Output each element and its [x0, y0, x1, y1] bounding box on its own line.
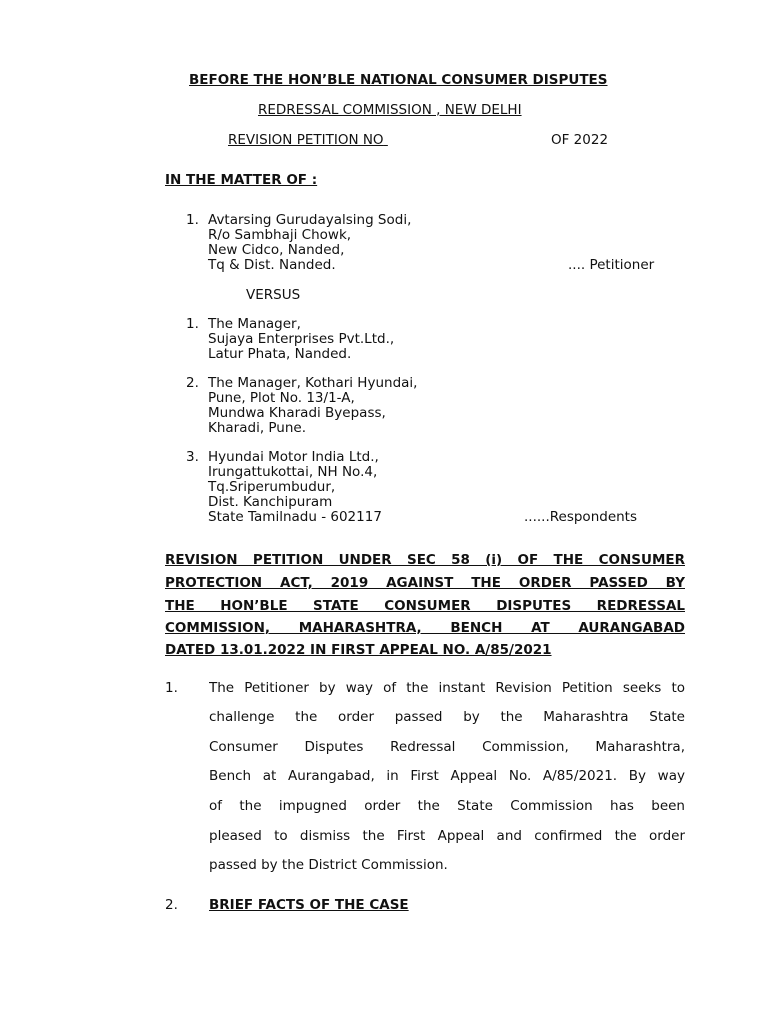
- section-number: 2.: [165, 897, 178, 913]
- court-heading-line1: BEFORE THE HON’BLE NATIONAL CONSUMER DISPUTES: [189, 72, 608, 88]
- respondents-role: ......Respondents: [524, 509, 638, 525]
- respondent-number: 2.: [186, 375, 199, 391]
- petition-title-line: THE HON’BLE STATE CONSUMER DISPUTES REDRESSAL: [165, 598, 685, 614]
- respondent-address-line: Tq.Sriperumbudur,: [208, 479, 336, 495]
- court-heading-line2: REDRESSAL COMMISSION , NEW DELHI: [258, 102, 522, 118]
- versus-label: VERSUS: [246, 287, 301, 303]
- respondent-address-line: The Manager, Kothari Hyundai,: [208, 375, 418, 391]
- respondent-address-line: State Tamilnadu - 602117: [208, 509, 382, 525]
- respondent-number: 1.: [186, 316, 199, 332]
- petitioner-address-line: New Cidco, Nanded,: [208, 242, 345, 258]
- petitioner-role: .... Petitioner: [568, 257, 655, 273]
- petition-title-line: DATED 13.01.2022 IN FIRST APPEAL NO. A/85/2021: [165, 642, 552, 658]
- matter-heading: IN THE MATTER OF :: [165, 172, 318, 188]
- respondent-number: 3.: [186, 449, 199, 465]
- petition-title-line: PROTECTION ACT, 2019 AGAINST THE ORDER PASSED BY: [165, 575, 685, 591]
- respondent-address-line: Latur Phata, Nanded.: [208, 346, 352, 362]
- respondent-address-line: Pune, Plot No. 13/1-A,: [208, 390, 355, 406]
- respondent-address-line: Dist. Kanchipuram: [208, 494, 333, 510]
- paragraph-line: challenge the order passed by the Maharashtra State: [209, 709, 685, 725]
- paragraph-line: The Petitioner by way of the instant Revision Petition seeks to: [209, 680, 685, 696]
- paragraph-number: 1.: [165, 680, 178, 696]
- respondent-address-line: Kharadi, Pune.: [208, 420, 307, 436]
- petitioner-address-line: Avtarsing Gurudayalsing Sodi,: [208, 212, 412, 228]
- paragraph-line: passed by the District Commission.: [209, 857, 448, 873]
- petitioner-address-line: R/o Sambhaji Chowk,: [208, 227, 352, 243]
- respondent-address-line: The Manager,: [208, 316, 301, 332]
- paragraph-line: of the impugned order the State Commission has been: [209, 798, 685, 814]
- petitioner-number: 1.: [186, 212, 199, 228]
- petition-title-line: COMMISSION, MAHARASHTRA, BENCH AT AURANGABAD: [165, 620, 685, 636]
- paragraph-line: Bench at Aurangabad, in First Appeal No. A/85/2021. By way: [209, 768, 685, 784]
- paragraph-line: pleased to dismiss the First Appeal and confirmed the order: [209, 828, 685, 844]
- petition-number-line: [228, 132, 621, 148]
- petition-number-label: REVISION PETITION NO: [228, 132, 384, 148]
- respondent-address-line: Irungattukottai, NH No.4,: [208, 464, 378, 480]
- section-heading: BRIEF FACTS OF THE CASE: [209, 897, 409, 913]
- petitioner-address-line: Tq & Dist. Nanded.: [208, 257, 336, 273]
- petition-number-year: OF 2022: [551, 132, 609, 148]
- respondent-address-line: Mundwa Kharadi Byepass,: [208, 405, 386, 421]
- respondent-address-line: Hyundai Motor India Ltd.,: [208, 449, 379, 465]
- respondent-address-line: Sujaya Enterprises Pvt.Ltd.,: [208, 331, 395, 347]
- petition-title-line: REVISION PETITION UNDER SEC 58 (i) OF THE CONSUMER: [165, 552, 685, 568]
- paragraph-line: Consumer Disputes Redressal Commission, Maharashtra,: [209, 739, 685, 755]
